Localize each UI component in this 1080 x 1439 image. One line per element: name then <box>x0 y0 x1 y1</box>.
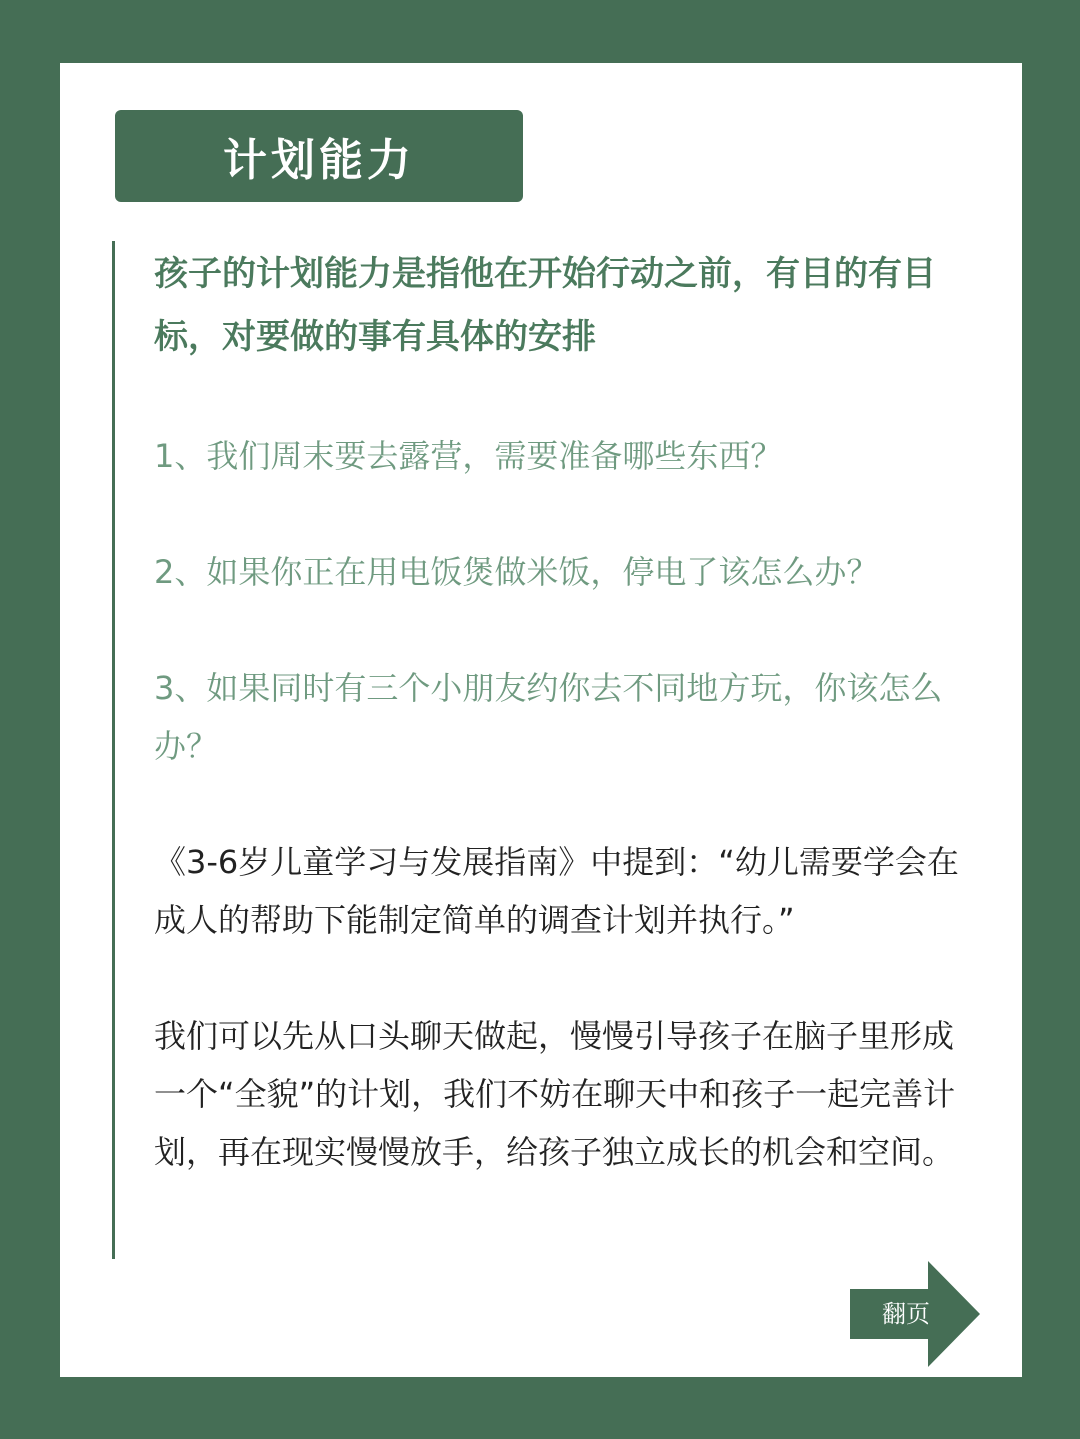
question-2: 2、如果你正在用电饭煲做米饭，停电了该怎么办？ <box>154 553 879 591</box>
intro-paragraph: 孩子的计划能力是指他在开始行动之前，有目的有目标，对要做的事有具体的安排 <box>154 254 936 357</box>
question-3: 3、如果同时有三个小朋友约你去不同地方玩，你该怎么办？ <box>154 669 943 765</box>
next-page-label: 翻页 <box>882 1300 930 1328</box>
page-title: 计划能力 <box>223 135 415 186</box>
content-card <box>60 63 1022 1377</box>
title-banner <box>115 110 523 202</box>
next-page-button[interactable] <box>850 1261 980 1367</box>
question-1: 1、我们周末要去露营，需要准备哪些东西？ <box>154 437 783 475</box>
guide-quote-paragraph: 《3-6岁儿童学习与发展指南》中提到：“幼儿需要学会在成人的帮助下能制定简单的调查计划并执行。” <box>154 843 959 939</box>
closing-paragraph: 我们可以先从口头聊天做起，慢慢引导孩子在脑子里形成一个“全貌”的计划，我们不妨在聊天中和孩子一起完善计划，再在现实慢慢放手，给孩子独立成长的机会和空间。 <box>154 1017 956 1171</box>
left-divider-line <box>112 241 115 1259</box>
article-body <box>154 243 984 1181</box>
